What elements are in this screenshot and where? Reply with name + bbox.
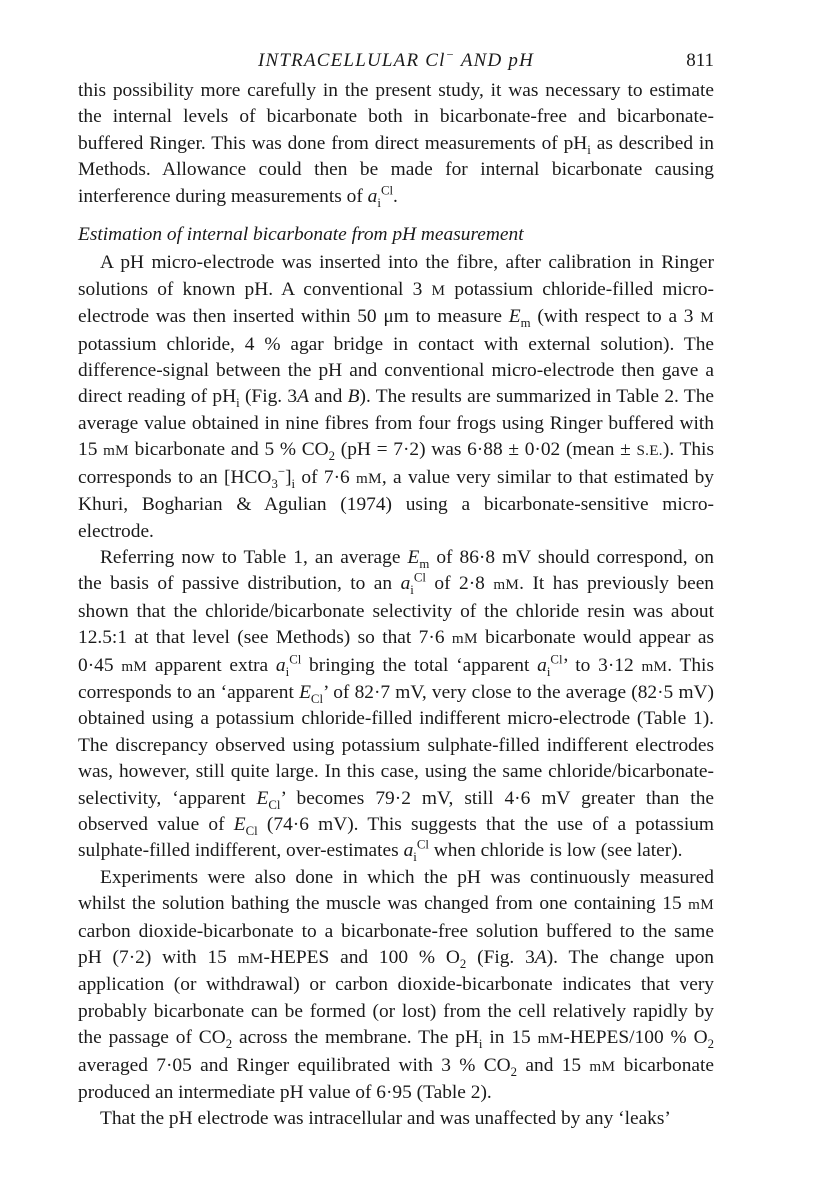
italic-symbol: a <box>400 573 411 595</box>
text-run: . <box>393 185 398 207</box>
running-title-text: INTRACELLULAR <box>257 50 420 71</box>
text-run: . This corresponds to an ‘apparent <box>78 654 714 703</box>
text-run: A pH micro-electrode was inserted into the fibre, after calibration in Ringer solutions of known pH. A conventional 3 <box>78 252 714 300</box>
text-run: across the membrane. The pH <box>232 1027 479 1049</box>
text-run: That the pH electrode was intracellular and was unaffected by any ‘leaks’ <box>100 1108 671 1130</box>
subscript: i <box>546 664 551 679</box>
text-run: (with respect to a 3 <box>530 306 701 328</box>
text-run: when chloride is low (see later). <box>428 840 683 862</box>
small-caps: mM <box>356 470 382 487</box>
italic-symbol: E <box>256 787 269 809</box>
italic-symbol: a <box>275 654 286 676</box>
subscript: 2 <box>225 1037 233 1052</box>
text-run: this possibility more carefully in the present study, it was necessary to estimate the internal levels of bicarbonate both in bicarbonate-free and bicarbonate-buffered Ringer. This was done from direct measurements of pH <box>78 80 714 154</box>
small-caps: mM <box>103 443 129 460</box>
subscript: m <box>419 556 430 571</box>
text-run: ’ of 82·7 mV, very close to the average (82·5 mV) obtained using a potassium chloride-filled indifferent micro-electrode (Table 1). The discrepancy observed using potassium sulphate-filled indifferent electrodes was, however, still quite large. In this case, using the same chloride/bicarbonate-selectivity, ‘apparent <box>78 681 714 809</box>
text-run: ). This corresponds to an [HCO <box>78 439 714 488</box>
italic-symbol: E <box>407 546 420 568</box>
text-run: as described in Methods. Allowance could then be made for internal bicarbonate causing interference during measurements of <box>78 132 715 207</box>
subscript: 2 <box>707 1037 714 1052</box>
italic-symbol: B <box>347 386 360 408</box>
subscript: i <box>478 1037 483 1052</box>
subscript: i <box>377 195 381 210</box>
subscript: i <box>413 850 417 865</box>
subscript: Cl <box>268 797 281 812</box>
small-caps: M <box>700 310 714 327</box>
text-run: carbon dioxide-bicarbonate to a bicarbonate-free solution buffered to the same pH (7·2) with 15 <box>78 920 714 968</box>
text-run: ). The change upon application (or withdrawal) or carbon dioxide-bicarbonate indicates that very probably bicarbonate can be formed (or lost) from the cell relatively rapidly by the passage of CO <box>78 947 714 1049</box>
text-run: Experiments were also done in which the pH was continuously measured whilst the solution bathing the muscle was changed from one containing 15 <box>78 866 714 915</box>
superscript: Cl <box>289 652 302 667</box>
small-caps: mM <box>537 1031 564 1048</box>
small-caps: mM <box>589 1058 616 1075</box>
text-run: , a value very similar to that estimated by Khuri, Bogharian & Agulian (1974) using a bicarbonate-sensitive micro-electrode. <box>78 466 715 542</box>
subscript: 2 <box>510 1064 518 1079</box>
text-run: ’ becomes 79·2 mV, still 4·6 mV greater than the observed value of <box>78 787 714 835</box>
small-caps: M <box>431 282 446 299</box>
superscript: Cl <box>380 183 394 198</box>
text-run: of 2·8 <box>425 573 494 595</box>
subscript: 2 <box>459 956 467 971</box>
italic-symbol: A <box>297 386 309 408</box>
small-caps: mM <box>641 658 668 675</box>
italic-symbol: a <box>367 185 378 207</box>
subscript: i <box>410 583 414 598</box>
text-run: potassium chloride, 4 % agar bridge in contact with external solution). The difference-signal between the pH and conventional micro-electrode then gave a direct reading of pH <box>78 333 714 408</box>
subscript: 3 <box>271 476 278 491</box>
running-title <box>78 48 714 74</box>
running-title-and: AND <box>455 50 509 71</box>
paragraph-3 <box>78 545 714 865</box>
text-run: of 86·8 mV should correspond, on the basis of passive distribution, to an <box>78 546 715 595</box>
running-title-ph: pH <box>508 50 535 71</box>
text-run: potassium chloride-filled micro-electrode was then inserted within 50 μm to measure <box>78 278 715 328</box>
superscript: Cl <box>413 570 426 585</box>
italic-symbol: E <box>233 813 246 835</box>
text-run: and 15 <box>517 1054 590 1076</box>
page-number: 811 <box>686 50 714 71</box>
italic-symbol: a <box>537 654 547 676</box>
subscript: Cl <box>245 823 258 838</box>
text-run: -HEPES/100 % O <box>563 1027 708 1049</box>
paragraph-2 <box>78 250 714 544</box>
subscript: i <box>236 396 240 411</box>
text-run: Referring now to Table 1, an average <box>100 546 408 568</box>
subscript: i <box>587 142 591 157</box>
text-run: averaged 7·05 and Ringer equilibrated with 3 % CO <box>78 1054 511 1076</box>
text-run: . It has previously been shown that the chloride/bicarbonate selectivity of the chloride resin was about 12.5:1 at that level (see Methods) so that 7·6 <box>78 573 714 649</box>
subscript: Cl <box>310 691 324 706</box>
page-header <box>78 48 714 78</box>
subscript: i <box>291 476 296 491</box>
text-run: (74·6 mV). This suggests that the use of a potassium sulphate-filled indifferent, over-estimates <box>78 813 714 862</box>
italic-symbol: E <box>299 681 311 703</box>
paragraph-1 <box>78 78 714 210</box>
superscript: Cl <box>550 652 563 667</box>
text-run: (pH = 7·2) was 6·88 ± 0·02 (mean ± <box>335 439 637 461</box>
paragraph-5 <box>78 1106 714 1132</box>
small-caps: mM <box>493 577 520 594</box>
text-run: bicarbonate would appear as 0·45 <box>78 627 714 676</box>
small-caps: mM <box>121 658 148 675</box>
text-run: (Fig. 3 <box>239 386 298 408</box>
running-title-cl: Cl <box>425 50 446 71</box>
small-caps: mM <box>451 631 478 648</box>
superscript: − <box>277 464 286 479</box>
text-run: of 7·6 <box>295 466 357 488</box>
running-title-minus: − <box>445 47 456 62</box>
text-run: (Fig. 3 <box>466 947 535 968</box>
small-caps: S.E. <box>636 443 663 460</box>
superscript: Cl <box>416 837 429 852</box>
subscript: 2 <box>328 449 336 464</box>
italic-symbol: a <box>403 840 414 862</box>
text-run: apparent extra <box>147 654 276 676</box>
text-run: in 15 <box>482 1027 538 1049</box>
text-run: ). The results are summarized in Table 2. The average value obtained in nine fibres from four frogs using Ringer buffered with 15 <box>78 386 714 461</box>
section-heading: Estimation of internal bicarbonate from pH measurement <box>78 224 524 246</box>
text-run: -HEPES and 100 % O <box>263 947 460 968</box>
subscript: i <box>285 664 290 679</box>
subscript: m <box>520 316 531 331</box>
text-run: and <box>309 386 348 408</box>
small-caps: mM <box>237 951 264 967</box>
text-run: bicarbonate produced an intermediate pH value of 6·95 (Table 2). <box>78 1054 715 1104</box>
small-caps: mM <box>688 897 714 914</box>
text-run: bicarbonate and 5 % CO <box>128 439 329 461</box>
text-run: ] <box>285 466 292 488</box>
paragraph-4 <box>78 865 714 1107</box>
page <box>78 48 714 1133</box>
text-run: ’ to 3·12 <box>562 654 642 676</box>
italic-symbol: A <box>534 947 547 968</box>
italic-symbol: E <box>508 306 521 328</box>
text-run: bringing the total ‘apparent <box>301 654 538 676</box>
